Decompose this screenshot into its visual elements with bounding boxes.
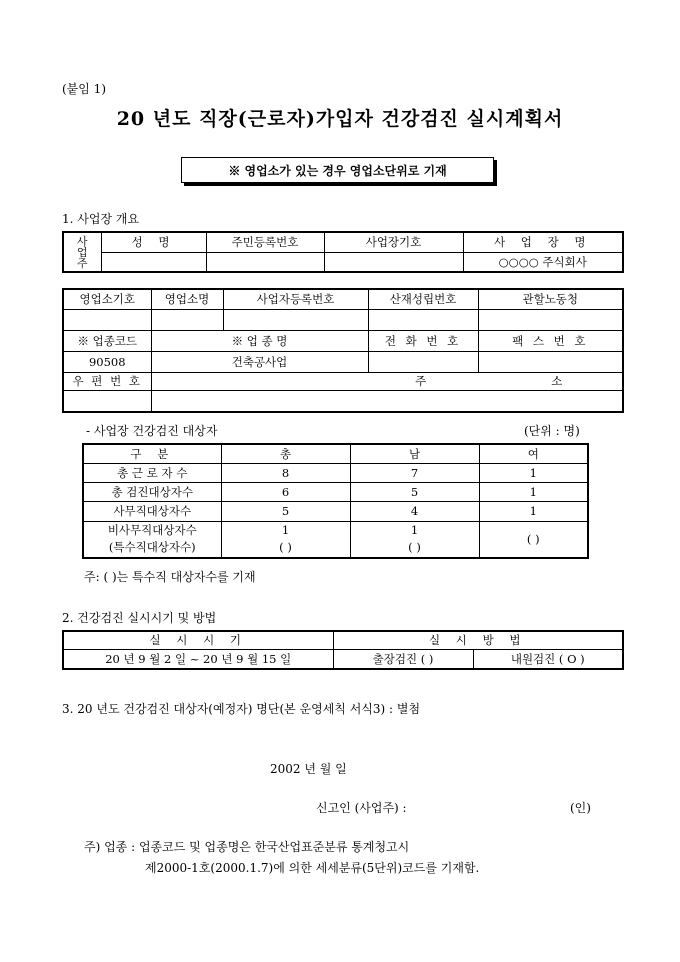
fax-field[interactable] — [478, 351, 623, 372]
special-female: ( ) — [526, 531, 540, 546]
owner-header-company: 사 업 장 명 — [463, 232, 623, 252]
owner-side-label — [63, 232, 101, 272]
method-visit-field[interactable]: 내원검진 ( O ) — [473, 649, 623, 669]
footer-note-line1: 주) 업종 : 업종코드 및 업종명은 한국산업표준분류 통계청고시 — [84, 840, 410, 854]
row-total[interactable]: 5 — [221, 501, 350, 521]
industry-code-field[interactable]: 90508 — [63, 351, 151, 372]
schedule-header-period: 실 시 시 기 — [63, 631, 333, 649]
industry-name-header: ※ 업 종 명 — [151, 330, 368, 351]
phone-field[interactable] — [368, 351, 478, 372]
target-table — [82, 443, 589, 559]
schedule-header-method: 실 시 방 법 — [333, 631, 623, 649]
office-header-bizno: 사업자등록번호 — [223, 289, 368, 309]
owner-side-char: 주 — [76, 256, 88, 270]
owner-header-name: 성 명 — [101, 232, 206, 252]
owner-rrn-field[interactable] — [206, 252, 324, 272]
owner-side-char: 업 — [76, 245, 88, 259]
row-female[interactable]: 1 — [479, 463, 588, 482]
row-label: 총 검진대상자수 — [83, 482, 221, 501]
section2-heading: 2. 건강검진 실시시기 및 방법 — [62, 611, 217, 625]
office-header-labor-office: 관할노동청 — [478, 289, 623, 309]
nonoffice-male: 1 — [410, 523, 419, 538]
owner-company-field[interactable]: ○○○○ 주식회사 — [463, 252, 623, 272]
row-male[interactable]: 5 — [350, 482, 479, 501]
postal-code-header: 우 편 번 호 — [63, 372, 151, 390]
reporter-label: 신고인 (사업주) : — [316, 801, 407, 815]
special-label: (특수직대상자수) — [108, 540, 196, 555]
row-female[interactable]: 1 — [479, 501, 588, 521]
row-total[interactable]: 6 — [221, 482, 350, 501]
nonoffice-total: 1 — [281, 523, 290, 538]
target-footnote: 주: ( )는 특수직 대상자수를 기재 — [84, 570, 256, 584]
industry-name-field[interactable]: 건축공사업 — [151, 351, 368, 372]
owner-side-char: 사 — [76, 234, 88, 248]
attachment-label: (붙임 1) — [62, 82, 106, 96]
seal-mark: (인) — [570, 801, 591, 815]
target-label: - 사업장 건강검진 대상자 — [86, 424, 218, 438]
fax-header: 팩 스 번 호 — [478, 330, 623, 351]
owner-code-field[interactable] — [324, 252, 463, 272]
row-female[interactable] — [479, 521, 588, 558]
row-total[interactable]: 8 — [221, 463, 350, 482]
office-injury-no-field[interactable] — [368, 309, 478, 330]
owner-name-field[interactable] — [101, 252, 206, 272]
special-total: ( ) — [279, 540, 292, 555]
office-bizno-field[interactable] — [223, 309, 368, 330]
special-male: ( ) — [408, 540, 421, 555]
office-header-name: 영업소명 — [151, 289, 223, 309]
office-name-field[interactable] — [151, 309, 223, 330]
row-male[interactable]: 4 — [350, 501, 479, 521]
schedule-period-field[interactable]: 20 년 9 월 2 일 ~ 20 년 9 월 15 일 — [63, 649, 333, 669]
office-code-field[interactable] — [63, 309, 151, 330]
address-header-char: 소 — [551, 374, 563, 388]
section1-heading: 1. 사업장 개요 — [62, 212, 140, 226]
row-label: 사무직대상자수 — [83, 501, 221, 521]
row-total[interactable] — [221, 521, 350, 558]
office-header-injury-no: 산재성립번호 — [368, 289, 478, 309]
method-onsite-field[interactable]: 출장검진 ( ) — [333, 649, 473, 669]
postal-code-field[interactable] — [63, 390, 151, 412]
address-header — [151, 372, 623, 390]
notice-text: ※ 영업소가 있는 경우 영업소단위로 기재 — [228, 163, 447, 178]
page-title: 20 년도 직장(근로자)가입자 건강검진 실시계획서 — [116, 108, 564, 130]
target-header-total: 총 — [221, 444, 350, 463]
row-male[interactable]: 7 — [350, 463, 479, 482]
industry-code-header: ※ 업종코드 — [63, 330, 151, 351]
footer-note-line2: 제2000-1호(2000.1.7)에 의한 세세분류(5단위)코드를 기재함. — [145, 861, 480, 875]
owner-header-code: 사업장기호 — [324, 232, 463, 252]
address-header-char: 주 — [415, 374, 427, 388]
office-labor-office-field[interactable] — [478, 309, 623, 330]
owner-header-rrn: 주민등록번호 — [206, 232, 324, 252]
target-header-male: 남 — [350, 444, 479, 463]
row-label — [83, 521, 221, 558]
row-female[interactable]: 1 — [479, 482, 588, 501]
section3-text: 3. 20 년도 건강검진 대상자(예정자) 명단(본 운영세칙 서식3) : 별첨 — [62, 702, 421, 716]
notice-box — [181, 157, 494, 183]
schedule-table — [62, 630, 624, 670]
row-label: 총 근 로 자 수 — [83, 463, 221, 482]
signature-date: 2002 년 월 일 — [270, 762, 347, 776]
target-unit: (단위 : 명) — [524, 424, 580, 438]
row-male[interactable] — [350, 521, 479, 558]
office-header-code: 영업소기호 — [63, 289, 151, 309]
target-header-category: 구 분 — [83, 444, 221, 463]
owner-table — [62, 231, 624, 273]
address-field[interactable] — [151, 390, 623, 412]
target-header-female: 여 — [479, 444, 588, 463]
nonoffice-label: 비사무직대상자수 — [107, 523, 197, 538]
phone-header: 전 화 번 호 — [368, 330, 478, 351]
office-table — [62, 288, 624, 413]
